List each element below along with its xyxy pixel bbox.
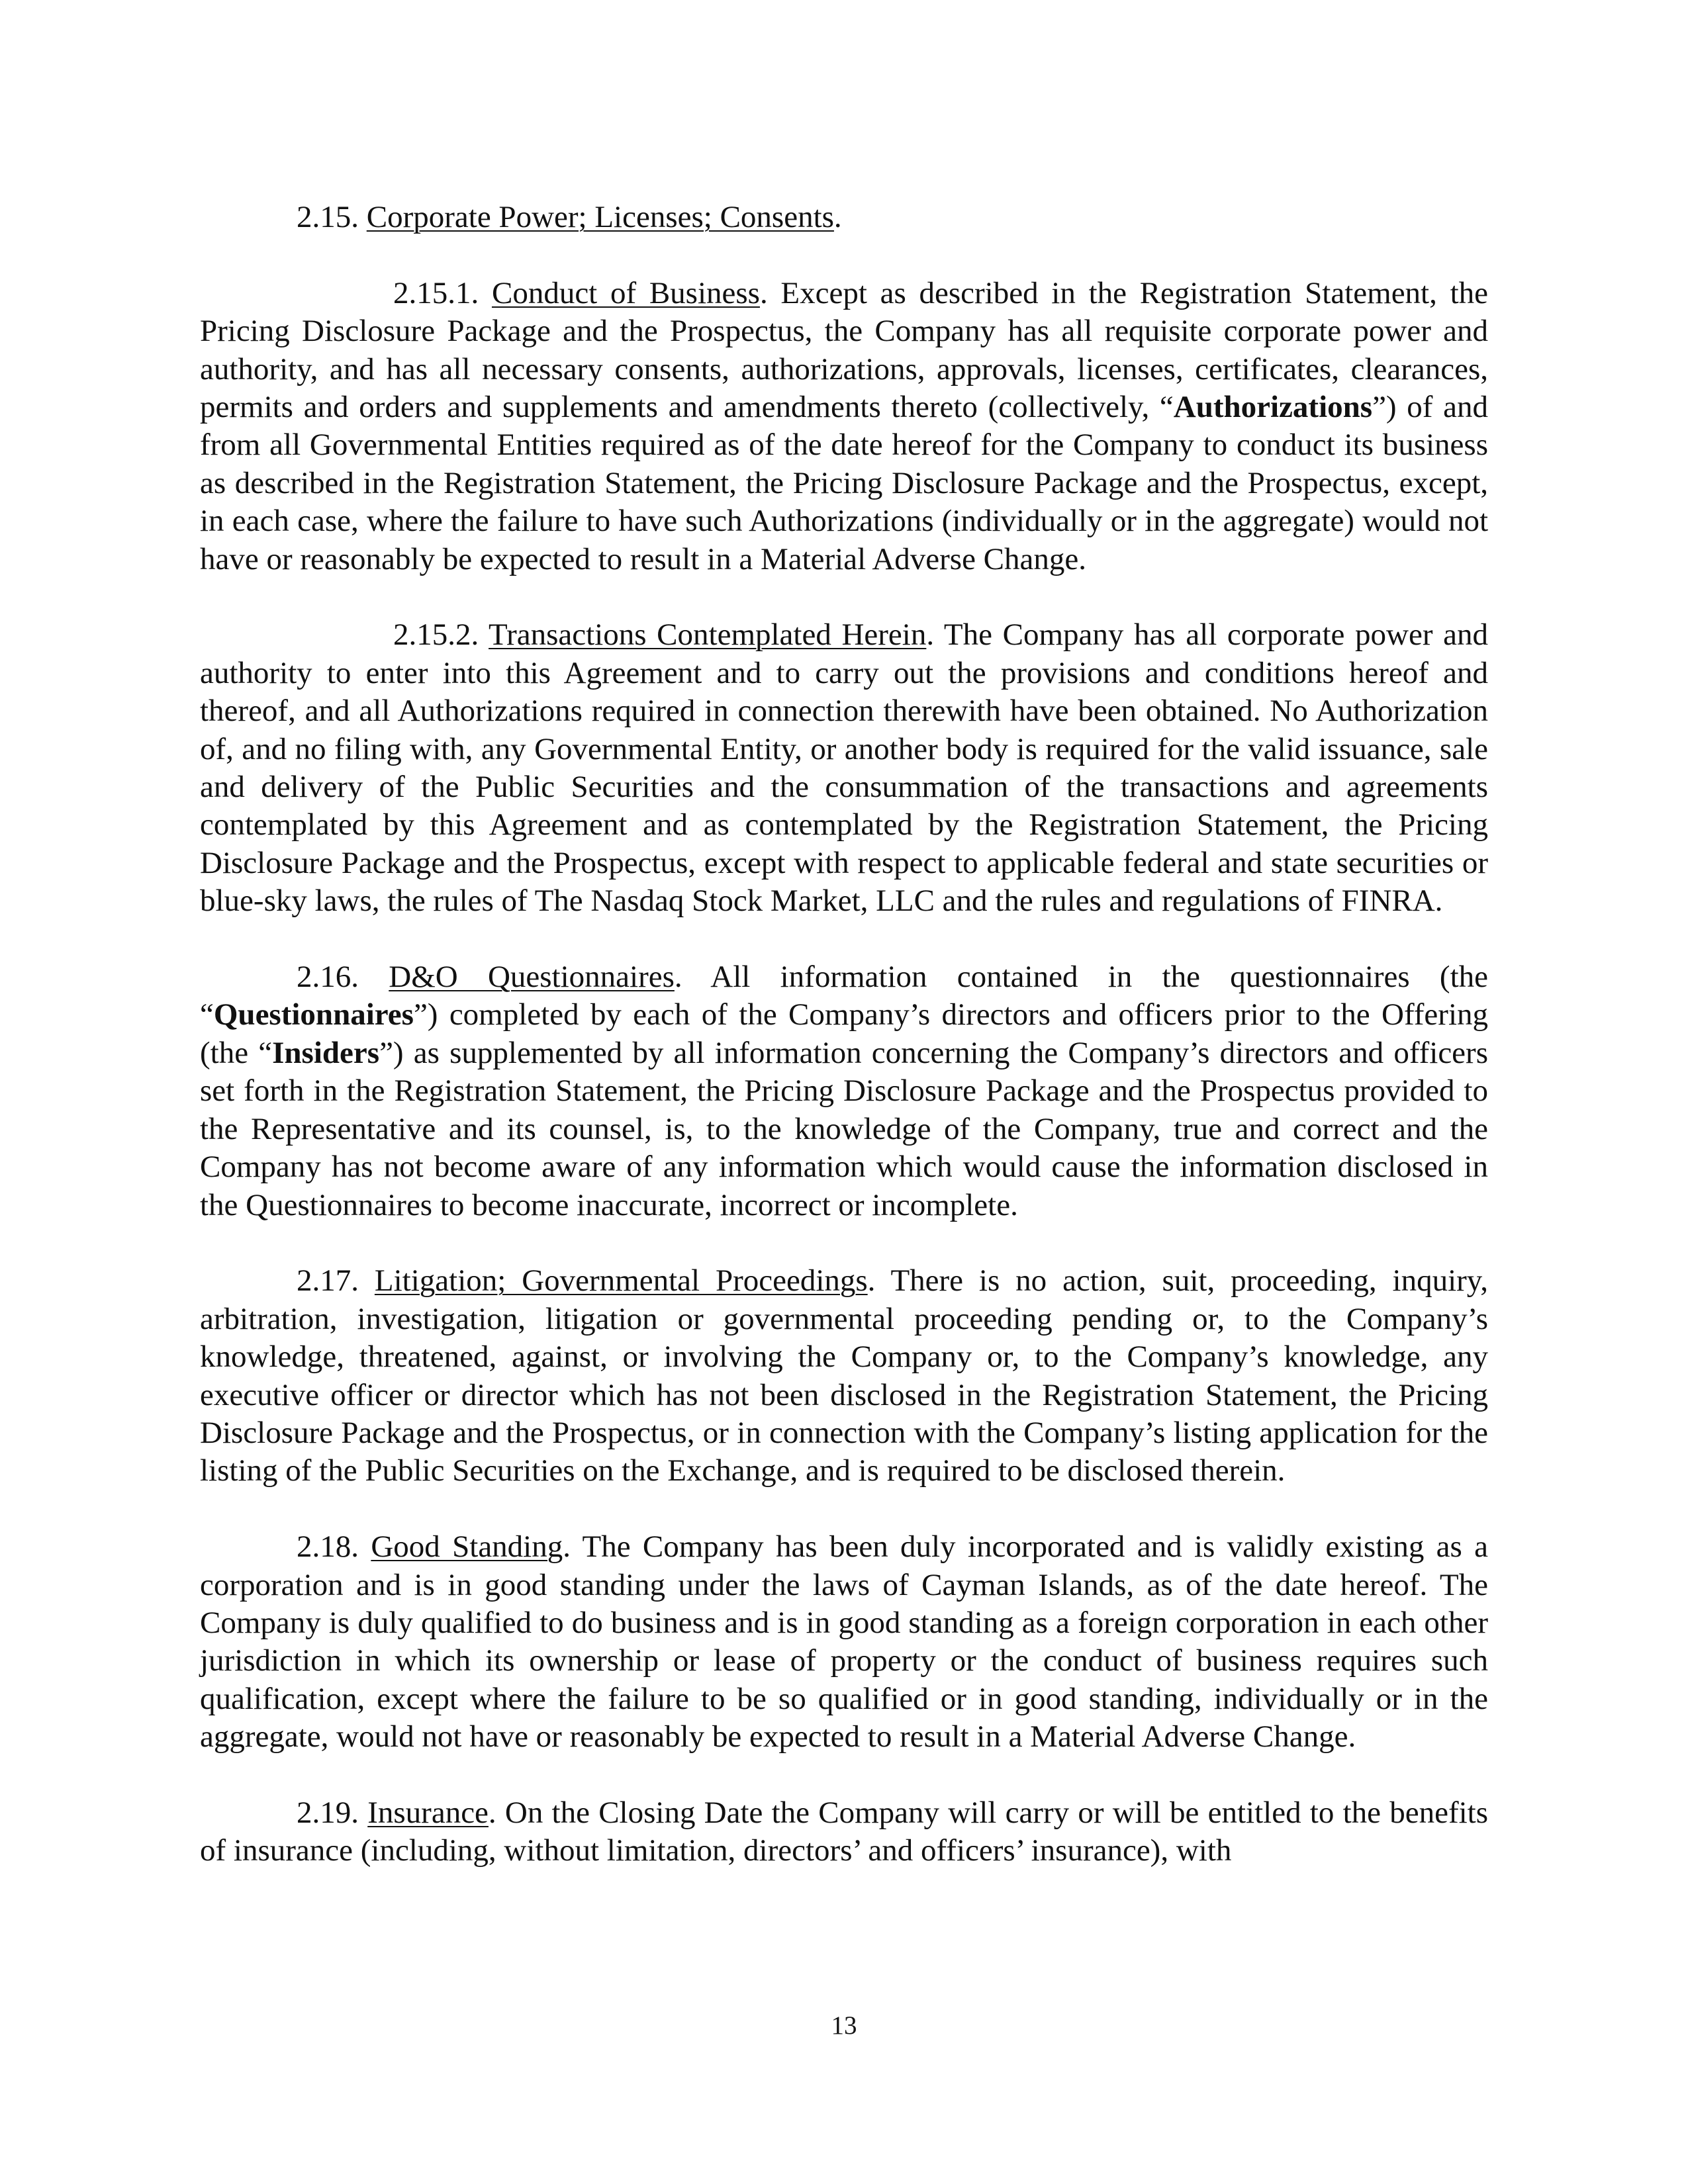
- section-2-15-1-paragraph: 2.15.1. Conduct of Business. Except as described in the Registration Statement, the Pricing Disclosure Package and the Prospectus, the Company has all requisite corporate power and authority, and has all necessary consents, authorizations, approvals, licenses, certificates, clearances, permits and orders and supplements and amendments thereto (collectively, “Authorizations”) of and from all Governmental Entities required as of the date hereof for the Company to conduct its business as described in the Registration Statement, the Pricing Disclosure Package and the Prospectus, except, in each case, where the failure to have such Authorizations (individually or in the aggregate) would not have or reasonably be expected to result in a Material Adverse Change.: [200, 275, 1489, 576]
- section-title: Corporate Power; Licenses; Consents: [366, 200, 834, 234]
- section-title: Conduct of Business: [491, 275, 760, 310]
- section-number: 2.15.: [297, 200, 359, 234]
- defined-term: Authorizations: [1173, 390, 1373, 425]
- section-number: 2.17.: [297, 1263, 359, 1298]
- section-number: 2.15.2.: [393, 617, 479, 653]
- section-2-15-heading: 2.15. Corporate Power; Licenses; Consents.: [297, 200, 842, 234]
- document-page: [200, 199, 1488, 1908]
- section-title: Insurance: [367, 1795, 489, 1830]
- section-title: Transactions Contemplated Herein: [489, 617, 927, 653]
- page-number: 13: [831, 2011, 857, 2040]
- section-number: 2.16.: [297, 960, 359, 995]
- defined-term: Questionnaires: [213, 997, 414, 1032]
- defined-term: Insiders: [272, 1035, 380, 1070]
- section-number: 2.19.: [297, 1795, 359, 1830]
- section-title: Litigation; Governmental Proceedings: [374, 1263, 868, 1298]
- section-2-15-2-paragraph: 2.15.2. Transactions Contemplated Herein. The Company has all corporate power and authority to enter into this Agreement and to carry out the provisions and conditions hereof and thereof, and all Authorizations required in connection therewith have been obtained. No Authorization of, and no filing with, any Governmental Entity, or another body is required for the valid issuance, sale and delivery of the Public Securities and the consummation of the transactions and agreements contemplated by this Agreement and as contemplated by the Registration Statement, the Pricing Disclosure Package and the Prospectus, except with respect to applicable federal and state securities or blue-sky laws, the rules of The Nasdaq Stock Market, LLC and the rules and regulations of FINRA.: [200, 617, 1488, 919]
- section-2-16-paragraph: 2.16. D&O Questionnaires. All information contained in the questionnaires (the “Questionnaires”) completed by each of the Company’s directors and officers prior to the Offering (the “Insiders”) as supplemented by all information concerning the Company’s directors and officers set forth in the Registration Statement, the Pricing Disclosure Package and the Prospectus provided to the Representative and its counsel, is, to the knowledge of the Company, true and correct and the Company has not become aware of any information which would cause the information disclosed in the Questionnaires to become inaccurate, incorrect or incomplete.: [200, 960, 1488, 1222]
- section-title: D&O Questionnaires: [389, 960, 675, 995]
- section-2-18-paragraph: 2.18. Good Standing. The Company has been duly incorporated and is validly existing as a corporation and is in good standing under the laws of Cayman Islands, as of the date hereof. The Company is duly qualified to do business and is in good standing as a foreign corporation in each other jurisdiction in which its ownership or lease of property or the conduct of business requires such qualification, except where the failure to be so qualified or in good standing, individually or in the aggregate, would not have or reasonably be expected to result in a Material Adverse Change.: [200, 1529, 1489, 1754]
- section-number: 2.18.: [297, 1529, 359, 1565]
- section-2-17-paragraph: 2.17. Litigation; Governmental Proceedings. There is no action, suit, proceeding, inquiry, arbitration, investigation, litigation or governmental proceeding pending or, to the Company’s knowledge, threatened, against, or involving the Company or, to the Company’s knowledge, any executive officer or director which has not been disclosed in the Registration Statement, the Pricing Disclosure Package and the Prospectus, or in connection with the Company’s listing application for the listing of the Public Securities on the Exchange, and is required to be disclosed therein.: [200, 1263, 1488, 1488]
- section-number: 2.15.1.: [393, 275, 479, 310]
- section-2-19-paragraph: 2.19. Insurance. On the Closing Date the Company will carry or will be entitled to the benefits of insurance (including, without limitation, directors’ and officers’ insurance), with: [200, 1795, 1489, 1868]
- section-title: Good Standing: [371, 1529, 563, 1565]
